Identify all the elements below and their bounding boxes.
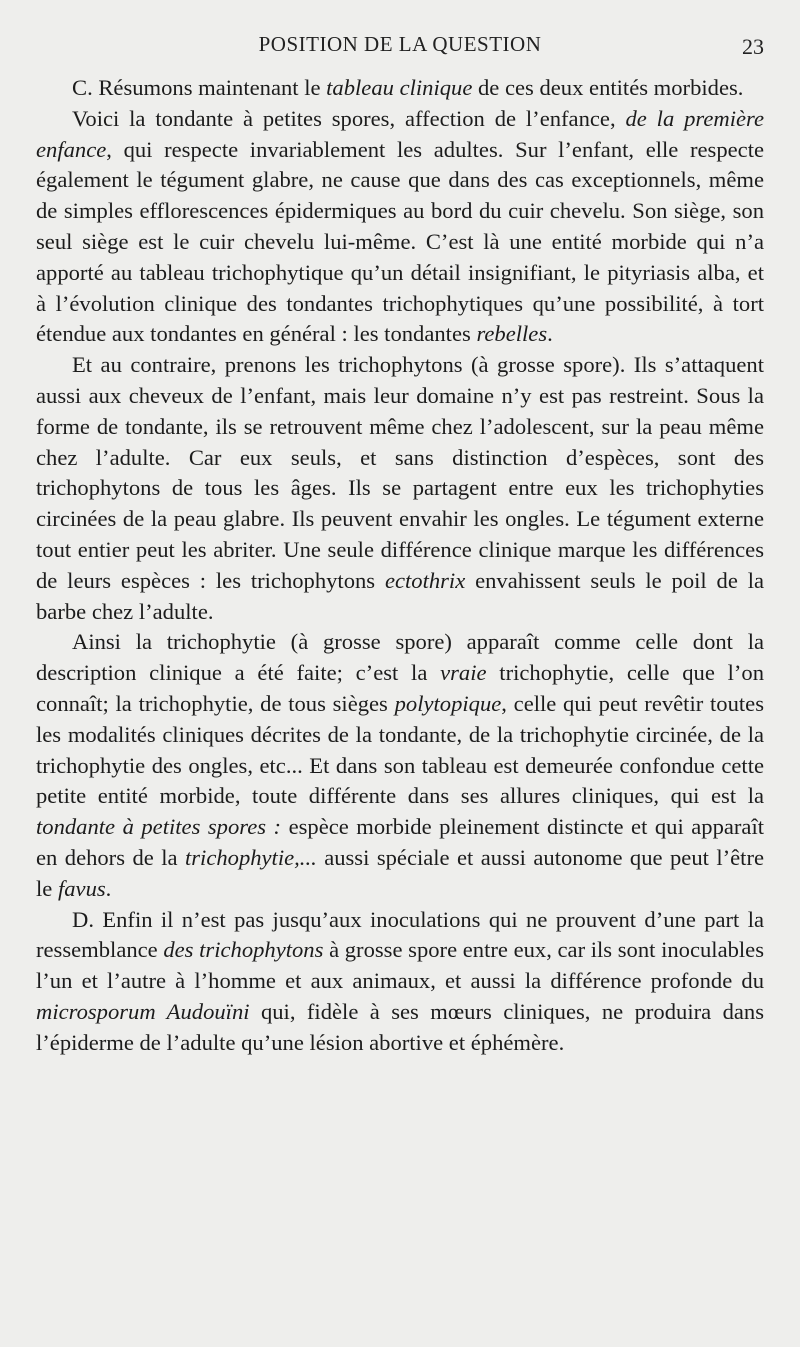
- italic-text-run: microsporum Audouïni: [36, 998, 250, 1024]
- text-run: aussi spéciale et aussi autonome que peut l’être le: [36, 844, 764, 901]
- page-number: 23: [742, 34, 764, 59]
- paragraph-true-trichophytie: [36, 627, 764, 904]
- italic-text-run: ectothrix: [384, 567, 466, 593]
- text-run: de ces deux entités morbides.: [472, 75, 744, 100]
- paragraph-small-spore-tondante: [36, 104, 764, 350]
- italic-text-run: tableau clinique: [326, 75, 473, 100]
- italic-text-run: des trichophytons: [163, 937, 324, 963]
- paragraph-inoculations: [36, 905, 764, 1059]
- text-run: espèce morbide pleinement distincte et qui apparaît en dehors de la: [36, 814, 765, 870]
- body-text: [36, 73, 764, 1059]
- italic-text-run: trichophytie,...: [184, 844, 317, 870]
- text-run: , qui respecte invariablement les adultes. Sur l’enfant, elle respecte également le tégument glabre, ne cause que dans des cas exceptionnels, même de simples efflorescences épidermiques au bord du cuir chevelu. Son siège, son seul siège est le cuir chevelu lui-même. C’est là une entité morbide qui n’a apporté au tableau trichophytique qu’un détail insignifiant, le pityriasis alba, et à l’évolution clinique des tondantes trichophytiques qu’une possibilité, à tort étendue aux tondantes en général : les tondantes: [36, 136, 764, 347]
- italic-text-run: rebelles: [476, 321, 548, 347]
- text-run: Ainsi la trichophytie (à grosse spore) apparaît comme celle dont la description clinique a été faite; c’est la: [36, 629, 764, 686]
- italic-text-run: polytopique: [394, 690, 502, 716]
- text-run: envahissent seuls le poil de la barbe chez l’adulte.: [36, 567, 764, 624]
- text-run: C. Résumons maintenant le: [72, 75, 327, 100]
- paragraph-large-spore-trichophytons: [36, 350, 764, 627]
- running-head: [0, 28, 800, 58]
- text-run: Et au contraire, prenons les trichophytons (à grosse spore). Ils s’attaquent aussi aux cheveux de l’enfant, mais leur domaine n’y est pas restreint. Sous la forme de tondante, ils se retrouvent même chez l’adolescent, sur la peau même chez l’adulte. Car eux seuls, et sans distinction d’espèces, sont des trichophytons de tous les âges. Ils se partagent entre eux les trichophyties circinées de la peau glabre. Ils peuvent envahir les ongles. Le tégument externe tout entier peut les abriter. Une seule différence clinique marque les différences de leurs espèces : les trichophytons: [36, 352, 764, 593]
- text-run: trichophytie, celle que l’on connaît; la trichophytie, de tous sièges: [36, 660, 764, 716]
- paragraph-summary-intro: [36, 73, 764, 104]
- italic-text-run: tondante à petites spores :: [36, 814, 282, 840]
- italic-text-run: vraie: [440, 660, 487, 686]
- text-run: .: [547, 321, 553, 347]
- text-run: à grosse spore entre eux, car ils sont inoculables l’un et l’autre à l’homme et aux animaux, et aussi la différence profonde du: [36, 937, 764, 994]
- text-run: qui, fidèle à ses mœurs cliniques, ne produira dans l’épiderme de l’adulte qu’une lésion abortive et éphémère.: [36, 998, 764, 1055]
- italic-text-run: favus: [57, 875, 106, 901]
- running-title: POSITION DE LA QUESTION: [258, 32, 542, 56]
- italic-text-run: de la première enfance: [36, 105, 764, 162]
- text-run: Voici la tondante à petites spores, affection de l’enfance,: [72, 105, 626, 131]
- text-run: .: [105, 875, 112, 901]
- text-run: D. Enfin il n’est pas jusqu’aux inoculations qui ne prouvent d’une part la ressemblance: [36, 906, 764, 963]
- text-run: , celle qui peut revêtir toutes les modalités cliniques décrites de la tondante, de la trichophytie circinée, de la trichophytie des ongles, etc... Et dans son tableau est demeurée confondue cette petite entité morbide, toute différente dans ses allures cliniques, qui est la: [36, 690, 764, 809]
